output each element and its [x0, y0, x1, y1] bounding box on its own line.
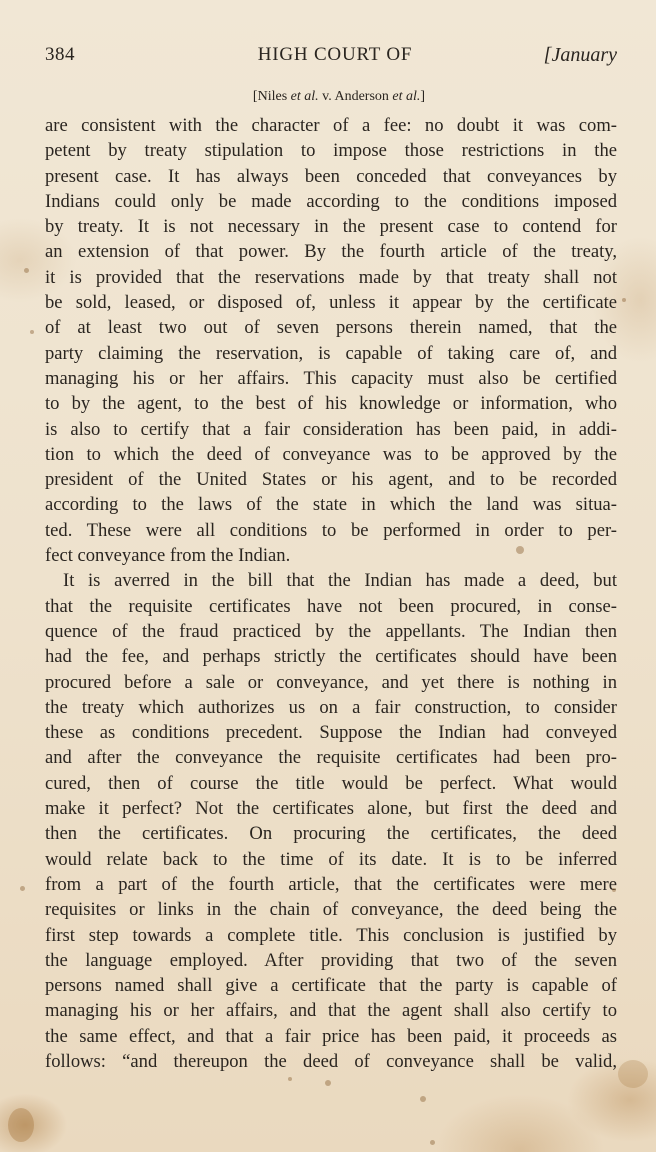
text-line: Indians could only be made according to the conditions imposed — [45, 190, 617, 212]
paragraph-start-line: It is averred in the bill that the Indian has made a deed, but — [63, 570, 617, 592]
caption-close: ] — [420, 89, 426, 104]
text-line: are consistent with the character of a fee: no doubt it was com- — [45, 115, 617, 136]
text-line: tion to which the deed of conveyance was to be approved by the — [45, 443, 617, 465]
text-line: managing his or her affairs, and that the agent shall also certify to — [45, 1000, 617, 1022]
text-line: make it perfect? Not the certificates alone, but first the deed and — [45, 798, 617, 820]
text-line: is also to certify that a fair consideration has been paid, in addi- — [45, 418, 617, 440]
text-line: present case. It has always been conceded that conveyances by — [45, 165, 617, 187]
text-line: that the requisite certificates have not been procured, in conse- — [45, 595, 617, 617]
text-line: would relate back to the time of its date. It is to be inferred — [45, 848, 617, 870]
foxing-speck — [325, 1080, 331, 1086]
text-line: then the certificates. On procuring the certificates, the deed — [45, 823, 617, 845]
caption-open: [Niles — [252, 89, 291, 104]
text-line: the language employed. After providing that two of the seven — [45, 949, 617, 971]
foxing-speck — [622, 298, 626, 302]
case-caption — [45, 89, 625, 105]
text-line: to by the agent, to the best of his knowledge or information, who — [45, 393, 617, 415]
text-line: these as conditions precedent. Suppose the Indian had conveyed — [45, 722, 617, 744]
text-line: of at least two out of seven persons therein named, that the — [45, 317, 617, 339]
text-line: first step towards a complete title. This conclusion is justified by — [45, 924, 617, 946]
text-line: from a part of the fourth article, that the certificates were mere — [45, 873, 617, 895]
foxing-speck — [618, 1060, 648, 1088]
caption-et-al-2: et al. — [392, 89, 421, 104]
text-line: the treaty which authorizes us on a fair construction, to consider — [45, 696, 617, 718]
text-line: be sold, leased, or disposed of, unless it appear by the certificate — [45, 292, 617, 314]
foxing-speck — [20, 886, 25, 891]
page-number: 384 — [45, 44, 75, 65]
text-line: by treaty. It is not necessary in the present case to contend for — [45, 216, 617, 238]
body-text — [45, 113, 617, 1074]
text-line: cured, then of course the title would be perfect. What would — [45, 772, 617, 794]
text-line: procured before a sale or conveyance, and yet there is nothing in — [45, 671, 617, 693]
foxing-speck — [430, 1140, 435, 1145]
text-line: persons named shall give a certificate that the party is capable of — [45, 975, 617, 997]
foxing-speck — [288, 1077, 292, 1081]
text-line: had the fee, and perhaps strictly the certificates should have been — [45, 646, 617, 668]
foxing-speck — [30, 330, 34, 334]
text-line: president of the United States or his agent, and to be recorded — [45, 469, 617, 491]
text-line: managing his or her affairs. This capacity must also be certified — [45, 367, 617, 389]
text-line: party claiming the reservation, is capable of taking care of, and — [45, 342, 617, 364]
foxing-speck — [24, 268, 29, 273]
running-title: HIGH COURT OF — [257, 44, 413, 65]
foxing-speck — [516, 546, 524, 554]
header-month: [January — [543, 44, 617, 66]
text-line: according to the laws of the state in which the land was situa- — [45, 494, 617, 516]
text-line: the same effect, and that a fair price has been paid, it proceeds as — [45, 1025, 617, 1047]
page-header — [45, 44, 617, 74]
foxing-speck — [420, 1096, 426, 1102]
paragraph-end-line: fect conveyance from the Indian. — [45, 545, 291, 567]
text-line: an extension of that power. By the fourth article of the treaty, — [45, 241, 617, 263]
caption-et-al-1: et al. — [290, 89, 319, 104]
caption-v: v. Anderson — [318, 89, 393, 104]
text-line: ted. These were all conditions to be performed in order to per- — [45, 519, 617, 541]
text-line: quence of the fraud practiced by the appellants. The Indian then — [45, 620, 617, 642]
text-line: requisites or links in the chain of conveyance, the deed being the — [45, 899, 617, 921]
text-line: it is provided that the reservations made by that treaty shall not — [45, 266, 617, 288]
foxing-speck — [8, 1108, 34, 1142]
text-line: follows: “and thereupon the deed of conveyance shall be valid, — [45, 1050, 617, 1072]
text-line: and after the conveyance the requisite certificates had been pro- — [45, 747, 617, 769]
foxing-speck — [612, 888, 616, 892]
text-line: petent by treaty stipulation to impose those restrictions in the — [45, 140, 617, 162]
